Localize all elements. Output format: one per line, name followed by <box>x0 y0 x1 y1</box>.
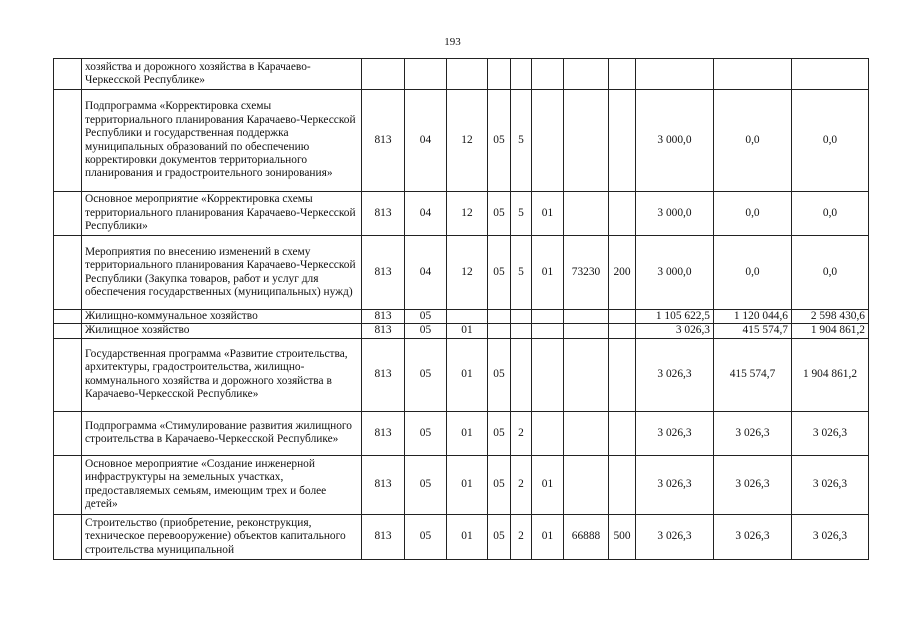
program-code: 05 <box>488 192 511 236</box>
subsection-code: 12 <box>447 192 488 236</box>
amount-year-3: 0,0 <box>792 192 869 236</box>
direction-code <box>564 90 609 192</box>
amount-year-1: 3 000,0 <box>636 90 714 192</box>
program-code: 05 <box>488 338 511 411</box>
row-index-cell <box>54 514 82 559</box>
amount-year-1: 1 105 622,5 <box>636 310 714 324</box>
expense-type-code <box>609 324 636 338</box>
table-row <box>54 90 869 192</box>
subsection-code: 01 <box>447 514 488 559</box>
row-index-cell <box>54 411 82 455</box>
direction-code <box>564 310 609 324</box>
row-index-cell <box>54 338 82 411</box>
program-code: 05 <box>488 411 511 455</box>
subprogram-code: 2 <box>511 455 532 514</box>
subsection-code: 01 <box>447 338 488 411</box>
amount-year-1: 3 026,3 <box>636 455 714 514</box>
table-row <box>54 411 869 455</box>
amount-year-3: 3 026,3 <box>792 455 869 514</box>
ministry-code <box>362 59 405 90</box>
table-row <box>54 236 869 310</box>
amount-year-1: 3 026,3 <box>636 411 714 455</box>
table-row <box>54 192 869 236</box>
amount-year-3 <box>792 59 869 90</box>
subprogram-code: 2 <box>511 411 532 455</box>
section-code: 05 <box>405 338 447 411</box>
amount-year-1 <box>636 59 714 90</box>
amount-year-2: 415 574,7 <box>714 324 792 338</box>
amount-year-2 <box>714 59 792 90</box>
amount-year-2: 415 574,7 <box>714 338 792 411</box>
amount-year-1: 3 026,3 <box>636 338 714 411</box>
section-code: 04 <box>405 192 447 236</box>
program-code: 05 <box>488 455 511 514</box>
event-code <box>532 310 564 324</box>
row-index-cell <box>54 192 82 236</box>
row-name: Мероприятия по внесению изменений в схему территориального планирования Карачаево-Черкесской Республики (Закупка товаров, работ и услуг для обеспечения государственных (муниципальных) нужд) <box>82 236 362 310</box>
ministry-code: 813 <box>362 514 405 559</box>
section-code: 04 <box>405 236 447 310</box>
amount-year-2: 0,0 <box>714 90 792 192</box>
subsection-code <box>447 59 488 90</box>
expense-type-code: 200 <box>609 236 636 310</box>
program-code: 05 <box>488 236 511 310</box>
program-code <box>488 310 511 324</box>
amount-year-2: 3 026,3 <box>714 514 792 559</box>
row-name: хозяйства и дорожного хозяйства в Карачаево-Черкесской Республике» <box>82 59 362 90</box>
section-code: 05 <box>405 411 447 455</box>
ministry-code: 813 <box>362 455 405 514</box>
amount-year-1: 3 000,0 <box>636 192 714 236</box>
event-code <box>532 324 564 338</box>
amount-year-3: 3 026,3 <box>792 514 869 559</box>
program-code: 05 <box>488 514 511 559</box>
row-name: Подпрограмма «Стимулирование развития жилищного строительства в Карачаево-Черкесской Республике» <box>82 411 362 455</box>
direction-code <box>564 324 609 338</box>
table-row <box>54 514 869 559</box>
subsection-code <box>447 310 488 324</box>
amount-year-2: 0,0 <box>714 192 792 236</box>
event-code: 01 <box>532 514 564 559</box>
subprogram-code: 5 <box>511 90 532 192</box>
direction-code <box>564 59 609 90</box>
direction-code <box>564 411 609 455</box>
ministry-code: 813 <box>362 236 405 310</box>
section-code: 04 <box>405 90 447 192</box>
section-code: 05 <box>405 455 447 514</box>
row-name: Жилищно-коммунальное хозяйство <box>82 310 362 324</box>
program-code: 05 <box>488 90 511 192</box>
expense-type-code <box>609 455 636 514</box>
row-name: Государственная программа «Развитие строительства, архитектуры, градостроительства, жилищно-коммунального хозяйства и дорожного хозяйства в Карачаево-Черкесской Республике» <box>82 338 362 411</box>
row-name: Основное мероприятие «Корректировка схемы территориального планирования Карачаево-Черкесской Республики» <box>82 192 362 236</box>
subsection-code: 12 <box>447 236 488 310</box>
ministry-code: 813 <box>362 192 405 236</box>
table-row <box>54 310 869 324</box>
row-index-cell <box>54 59 82 90</box>
amount-year-3: 2 598 430,6 <box>792 310 869 324</box>
row-index-cell <box>54 324 82 338</box>
ministry-code: 813 <box>362 310 405 324</box>
program-code <box>488 59 511 90</box>
amount-year-1: 3 000,0 <box>636 236 714 310</box>
direction-code <box>564 338 609 411</box>
expense-type-code <box>609 338 636 411</box>
subprogram-code: 5 <box>511 236 532 310</box>
row-name: Жилищное хозяйство <box>82 324 362 338</box>
direction-code <box>564 192 609 236</box>
event-code: 01 <box>532 236 564 310</box>
row-index-cell <box>54 310 82 324</box>
table-row <box>54 455 869 514</box>
amount-year-2: 3 026,3 <box>714 455 792 514</box>
subsection-code: 01 <box>447 411 488 455</box>
expense-type-code <box>609 90 636 192</box>
event-code <box>532 338 564 411</box>
amount-year-3: 1 904 861,2 <box>792 338 869 411</box>
subprogram-code: 2 <box>511 514 532 559</box>
row-name: Основное мероприятие «Создание инженерной инфраструктуры на земельных участках, предоставляемых семьям, имеющим трех и более детей» <box>82 455 362 514</box>
event-code: 01 <box>532 455 564 514</box>
amount-year-2: 0,0 <box>714 236 792 310</box>
expense-type-code <box>609 192 636 236</box>
table-row <box>54 59 869 90</box>
subsection-code: 01 <box>447 324 488 338</box>
row-name: Подпрограмма «Корректировка схемы территориального планирования Карачаево-Черкесской Республики и государственная поддержка муниципальных образований по обеспечению корректировки документов территориального планирования и градостроительного зонирования» <box>82 90 362 192</box>
page-number: 193 <box>444 36 461 48</box>
table-row <box>54 324 869 338</box>
section-code <box>405 59 447 90</box>
event-code <box>532 59 564 90</box>
ministry-code: 813 <box>362 90 405 192</box>
table-row <box>54 338 869 411</box>
amount-year-1: 3 026,3 <box>636 324 714 338</box>
event-code <box>532 90 564 192</box>
row-index-cell <box>54 236 82 310</box>
program-code <box>488 324 511 338</box>
row-index-cell <box>54 455 82 514</box>
direction-code <box>564 455 609 514</box>
section-code: 05 <box>405 324 447 338</box>
amount-year-3: 3 026,3 <box>792 411 869 455</box>
event-code <box>532 411 564 455</box>
amount-year-3: 0,0 <box>792 90 869 192</box>
row-name: Строительство (приобретение, реконструкция, техническое перевооружение) объектов капитального строительства муниципальной <box>82 514 362 559</box>
event-code: 01 <box>532 192 564 236</box>
direction-code: 66888 <box>564 514 609 559</box>
ministry-code: 813 <box>362 411 405 455</box>
ministry-code: 813 <box>362 324 405 338</box>
amount-year-2: 1 120 044,6 <box>714 310 792 324</box>
expense-type-code <box>609 310 636 324</box>
subsection-code: 01 <box>447 455 488 514</box>
direction-code: 73230 <box>564 236 609 310</box>
amount-year-3: 1 904 861,2 <box>792 324 869 338</box>
section-code: 05 <box>405 514 447 559</box>
amount-year-2: 3 026,3 <box>714 411 792 455</box>
amount-year-3: 0,0 <box>792 236 869 310</box>
section-code: 05 <box>405 310 447 324</box>
row-index-cell <box>54 90 82 192</box>
expense-type-code <box>609 411 636 455</box>
subprogram-code <box>511 310 532 324</box>
expense-type-code <box>609 59 636 90</box>
subprogram-code: 5 <box>511 192 532 236</box>
subprogram-code <box>511 59 532 90</box>
subsection-code: 12 <box>447 90 488 192</box>
budget-table <box>53 58 869 560</box>
ministry-code: 813 <box>362 338 405 411</box>
subprogram-code <box>511 338 532 411</box>
subprogram-code <box>511 324 532 338</box>
expense-type-code: 500 <box>609 514 636 559</box>
amount-year-1: 3 026,3 <box>636 514 714 559</box>
